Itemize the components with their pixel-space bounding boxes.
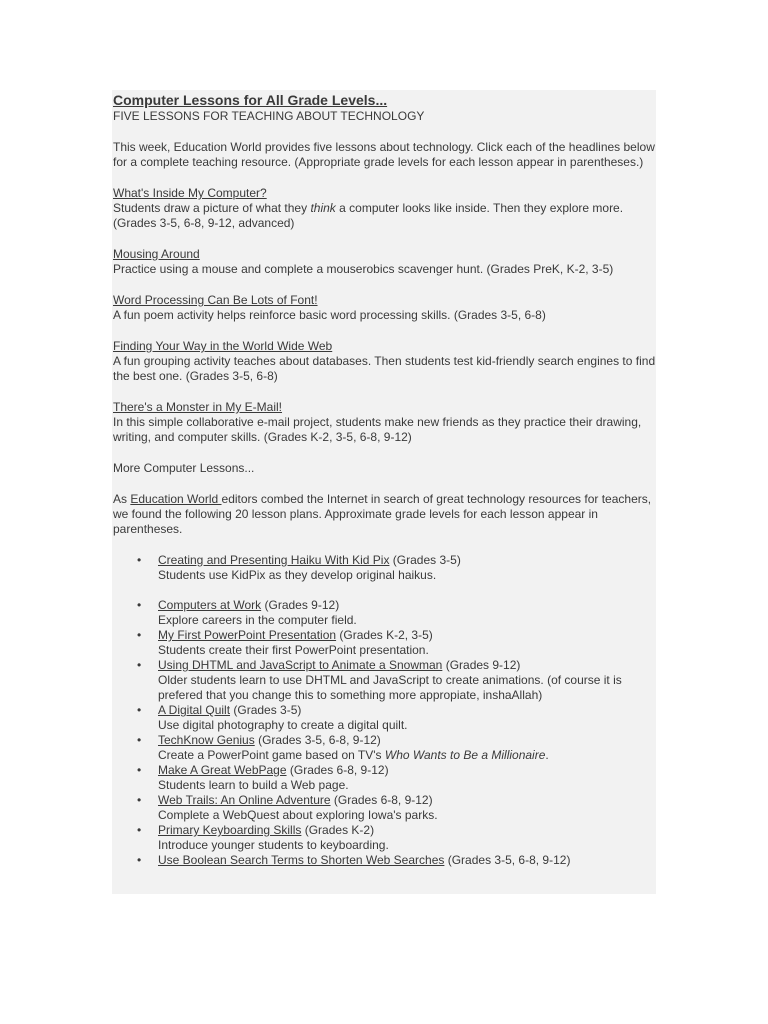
more-lessons-list [113, 553, 656, 868]
lesson-grades: (Grades 9-12) [261, 598, 340, 612]
list-item [137, 628, 656, 658]
lesson-grades: (Grades K-2) [301, 823, 375, 837]
education-world-link[interactable]: Education World [130, 492, 222, 506]
lesson-link-computers-at-work[interactable]: Computers at Work [158, 598, 262, 612]
lesson-item [113, 400, 656, 445]
lesson-link-word-processing[interactable]: Word Processing Can Be Lots of Font! [113, 293, 318, 307]
list-item [137, 733, 656, 763]
lesson-description: A fun grouping activity teaches about databases. Then students test kid-friendly search engines to find the best one. (Grades 3-5, 6-8) [113, 354, 656, 383]
lesson-link-techknow-genius[interactable]: TechKnow Genius [158, 733, 255, 747]
bullet-icon: • [137, 703, 142, 717]
lesson-link-monster-email[interactable]: There's a Monster in My E-Mail! [113, 400, 283, 414]
lesson-link-world-wide-web[interactable]: Finding Your Way in the World Wide Web [113, 339, 333, 353]
lesson-link-great-webpage[interactable]: Make A Great WebPage [158, 763, 287, 777]
bullet-icon: • [137, 628, 142, 642]
lesson-grades: (Grades 3-5, 6-8, 9-12) [444, 853, 571, 867]
lesson-link-haiku-kid-pix[interactable]: Creating and Presenting Haiku With Kid Pix [158, 553, 390, 567]
list-item [137, 793, 656, 823]
lesson-grades: (Grades 3-5) [389, 553, 461, 567]
bullet-icon: • [137, 793, 142, 807]
lesson-link-web-trails[interactable]: Web Trails: An Online Adventure [158, 793, 331, 807]
list-item [137, 853, 656, 868]
lesson-description: Use digital photography to create a digital quilt. [158, 718, 408, 732]
list-item [137, 598, 656, 628]
lesson-description: Students draw a picture of what they think a computer looks like inside. Then they explore more. (Grades 3-5, 6-8, 9-12, advanced) [113, 201, 624, 230]
page-subtitle: FIVE LESSONS FOR TEACHING ABOUT TECHNOLOGY [113, 109, 425, 123]
lesson-item [113, 293, 656, 323]
lesson-link-boolean-search[interactable]: Use Boolean Search Terms to Shorten Web Searches [158, 853, 445, 867]
lesson-description: Introduce younger students to keyboarding. [158, 838, 389, 852]
lesson-description: Explore careers in the computer field. [158, 613, 357, 627]
list-item [137, 658, 656, 703]
bullet-icon: • [137, 853, 142, 867]
lesson-link-dhtml-snowman[interactable]: Using DHTML and JavaScript to Animate a Snowman [158, 658, 443, 672]
lesson-link-whats-inside[interactable]: What's Inside My Computer? [113, 186, 267, 200]
lesson-description: In this simple collaborative e-mail project, students make new friends as they practice their drawing, writing, and computer skills. (Grades K-2, 3-5, 6-8, 9-12) [113, 415, 642, 444]
lesson-item [113, 186, 656, 231]
lesson-link-keyboarding-skills[interactable]: Primary Keyboarding Skills [158, 823, 302, 837]
lesson-description: Complete a WebQuest about exploring Iowa's parks. [158, 808, 438, 822]
list-item [137, 763, 656, 793]
bullet-icon: • [137, 733, 142, 747]
bullet-icon: • [137, 598, 142, 612]
page-title: Computer Lessons for All Grade Levels... [113, 92, 388, 108]
bullet-icon: • [137, 823, 142, 837]
lesson-description: Create a PowerPoint game based on TV's Who Wants to Be a Millionaire. [158, 748, 549, 762]
lesson-description: Students use KidPix as they develop original haikus. [158, 568, 437, 582]
lesson-grades: (Grades 3-5) [230, 703, 302, 717]
lesson-description: Older students learn to use DHTML and JavaScript to create animations. (of course it is prefered that you change this to something more appropiate, inshaAllah) [158, 673, 622, 702]
lesson-link-digital-quilt[interactable]: A Digital Quilt [158, 703, 231, 717]
lesson-grades: (Grades 6-8, 9-12) [330, 793, 433, 807]
list-item [137, 553, 656, 583]
lesson-description: Students create their first PowerPoint presentation. [158, 643, 429, 657]
bullet-icon: • [137, 553, 142, 567]
lesson-grades: (Grades 9-12) [442, 658, 521, 672]
more-lessons-intro: As Education World editors combed the Internet in search of great technology resources for teachers, we found the following 20 lesson plans. Approximate grade levels for each lesson appear in parentheses. [113, 492, 652, 536]
lesson-link-first-powerpoint[interactable]: My First PowerPoint Presentation [158, 628, 337, 642]
lesson-description: Students learn to build a Web page. [158, 778, 349, 792]
lesson-item [113, 339, 656, 384]
bullet-icon: • [137, 763, 142, 777]
lesson-grades: (Grades 3-5, 6-8, 9-12) [254, 733, 381, 747]
document-page [112, 90, 656, 894]
lesson-description: A fun poem activity helps reinforce basic word processing skills. (Grades 3-5, 6-8) [113, 308, 546, 322]
lesson-item [113, 247, 656, 277]
lesson-description: Practice using a mouse and complete a mouserobics scavenger hunt. (Grades PreK, K-2, 3-5) [113, 262, 614, 276]
lesson-grades: (Grades 6-8, 9-12) [286, 763, 389, 777]
more-lessons-heading: More Computer Lessons... [113, 461, 255, 475]
intro-paragraph: This week, Education World provides five lessons about technology. Click each of the headlines below for a complete teaching resource. (Appropriate grade levels for each lesson appear in parentheses.) [113, 140, 655, 169]
lesson-grades: (Grades K-2, 3-5) [336, 628, 433, 642]
list-item [137, 703, 656, 733]
lesson-link-mousing-around[interactable]: Mousing Around [113, 247, 200, 261]
bullet-icon: • [137, 658, 142, 672]
list-item [137, 823, 656, 853]
